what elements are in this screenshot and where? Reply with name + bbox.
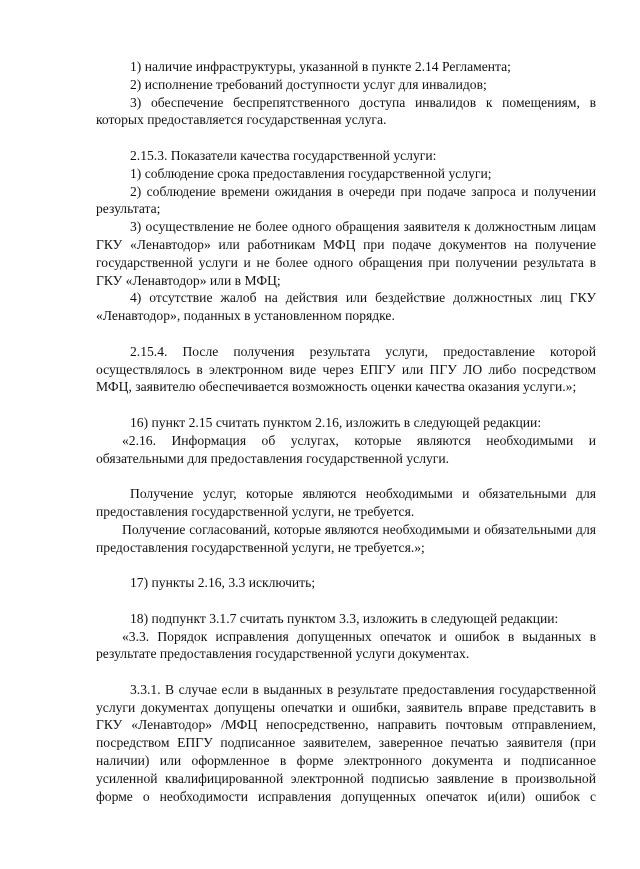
document-page (96, 58, 596, 805)
paragraph-item-17: 17) пункты 2.16, 3.3 исключить; (130, 575, 316, 591)
paragraph-approvals-not-required: Получение согласований, которые являются необходимыми и обязательными для предоставления государственной услуги, не требуется.»; (96, 521, 596, 555)
paragraph-accessibility-requirements: 2) исполнение требований доступности услуг для инвалидов; (130, 76, 487, 92)
paragraph-deadline-compliance: 1) соблюдение срока предоставления государственной услуги; (130, 165, 492, 181)
paragraph-services-not-required: Получение услуг, которые являются необходимыми и обязательными для предоставления государственной услуги, не требуется. (96, 486, 596, 519)
spacer (96, 592, 596, 610)
paragraph-single-request: 3) осуществление не более одного обращения заявителя к должностным лицам ГКУ «Ленавтодор» или работникам МФЦ при подаче документов на получение государственной услуги и не более одного обращения при получении результата в ГКУ «Ленавтодор» или в МФЦ; (96, 219, 596, 288)
paragraph-quality-evaluation: 2.15.4. После получения результата услуги, предоставление которой осуществлялось в электронном виде через ЕПГУ или ПГУ ЛО либо посредством МФЦ, заявителю обеспечивается возможность оценки качества оказания услуги.»; (96, 343, 596, 395)
spacer (96, 663, 596, 681)
paragraph-section-3-3-1: 3.3.1. В случае если в выданных в результате предоставления государственной услуги документах допущены опечатки и ошибки, заявитель вправе представить в ГКУ «Ленавтодор» /МФЦ непосредственно, направить почтовым отправлением, посредством ЕПГУ подписанное заявителем, заверенное печатью заявителя (при наличии) или оформленное в форме электронного документа и подписанное усиленной квалифицированной электронной подписью заявление в произвольной форме о необходимости исправления допущенных опечаток и(или) ошибок с (96, 681, 596, 804)
paragraph-quality-indicators-heading: 2.15.3. Показатели качества государственной услуги: (130, 147, 437, 163)
spacer (96, 396, 596, 414)
paragraph-section-2-16: «2.16. Информация об услугах, которые являются необходимыми и обязательными для предоставления государственной услуги. (96, 432, 596, 466)
paragraph-infrastructure: 1) наличие инфраструктуры, указанной в пункте 2.14 Регламента; (130, 59, 511, 74)
paragraph-item-18: 18) подпункт 3.1.7 считать пунктом 3.3, изложить в следующей редакции: (130, 610, 559, 626)
spacer (96, 467, 596, 485)
paragraph-no-complaints: 4) отсутствие жалоб на действия или бездействие должностных лиц ГКУ «Ленавтодор», поданных в установленном порядке. (96, 290, 596, 324)
paragraph-section-3-3: «3.3. Порядок исправления допущенных опечаток и ошибок в выданных в результате предоставления государственной услуги документах. (96, 628, 596, 662)
paragraph-item-16: 16) пункт 2.15 считать пунктом 2.16, изложить в следующей редакции: (130, 414, 542, 430)
spacer (96, 129, 596, 147)
spacer (96, 325, 596, 343)
paragraph-waiting-time: 2) соблюдение времени ожидания в очереди при подаче запроса и получении результата; (96, 183, 596, 217)
spacer (96, 556, 596, 574)
paragraph-barrier-free-access: 3) обеспечение беспрепятственного доступа инвалидов к помещениям, в которых предоставляется государственная услуга. (96, 94, 596, 128)
